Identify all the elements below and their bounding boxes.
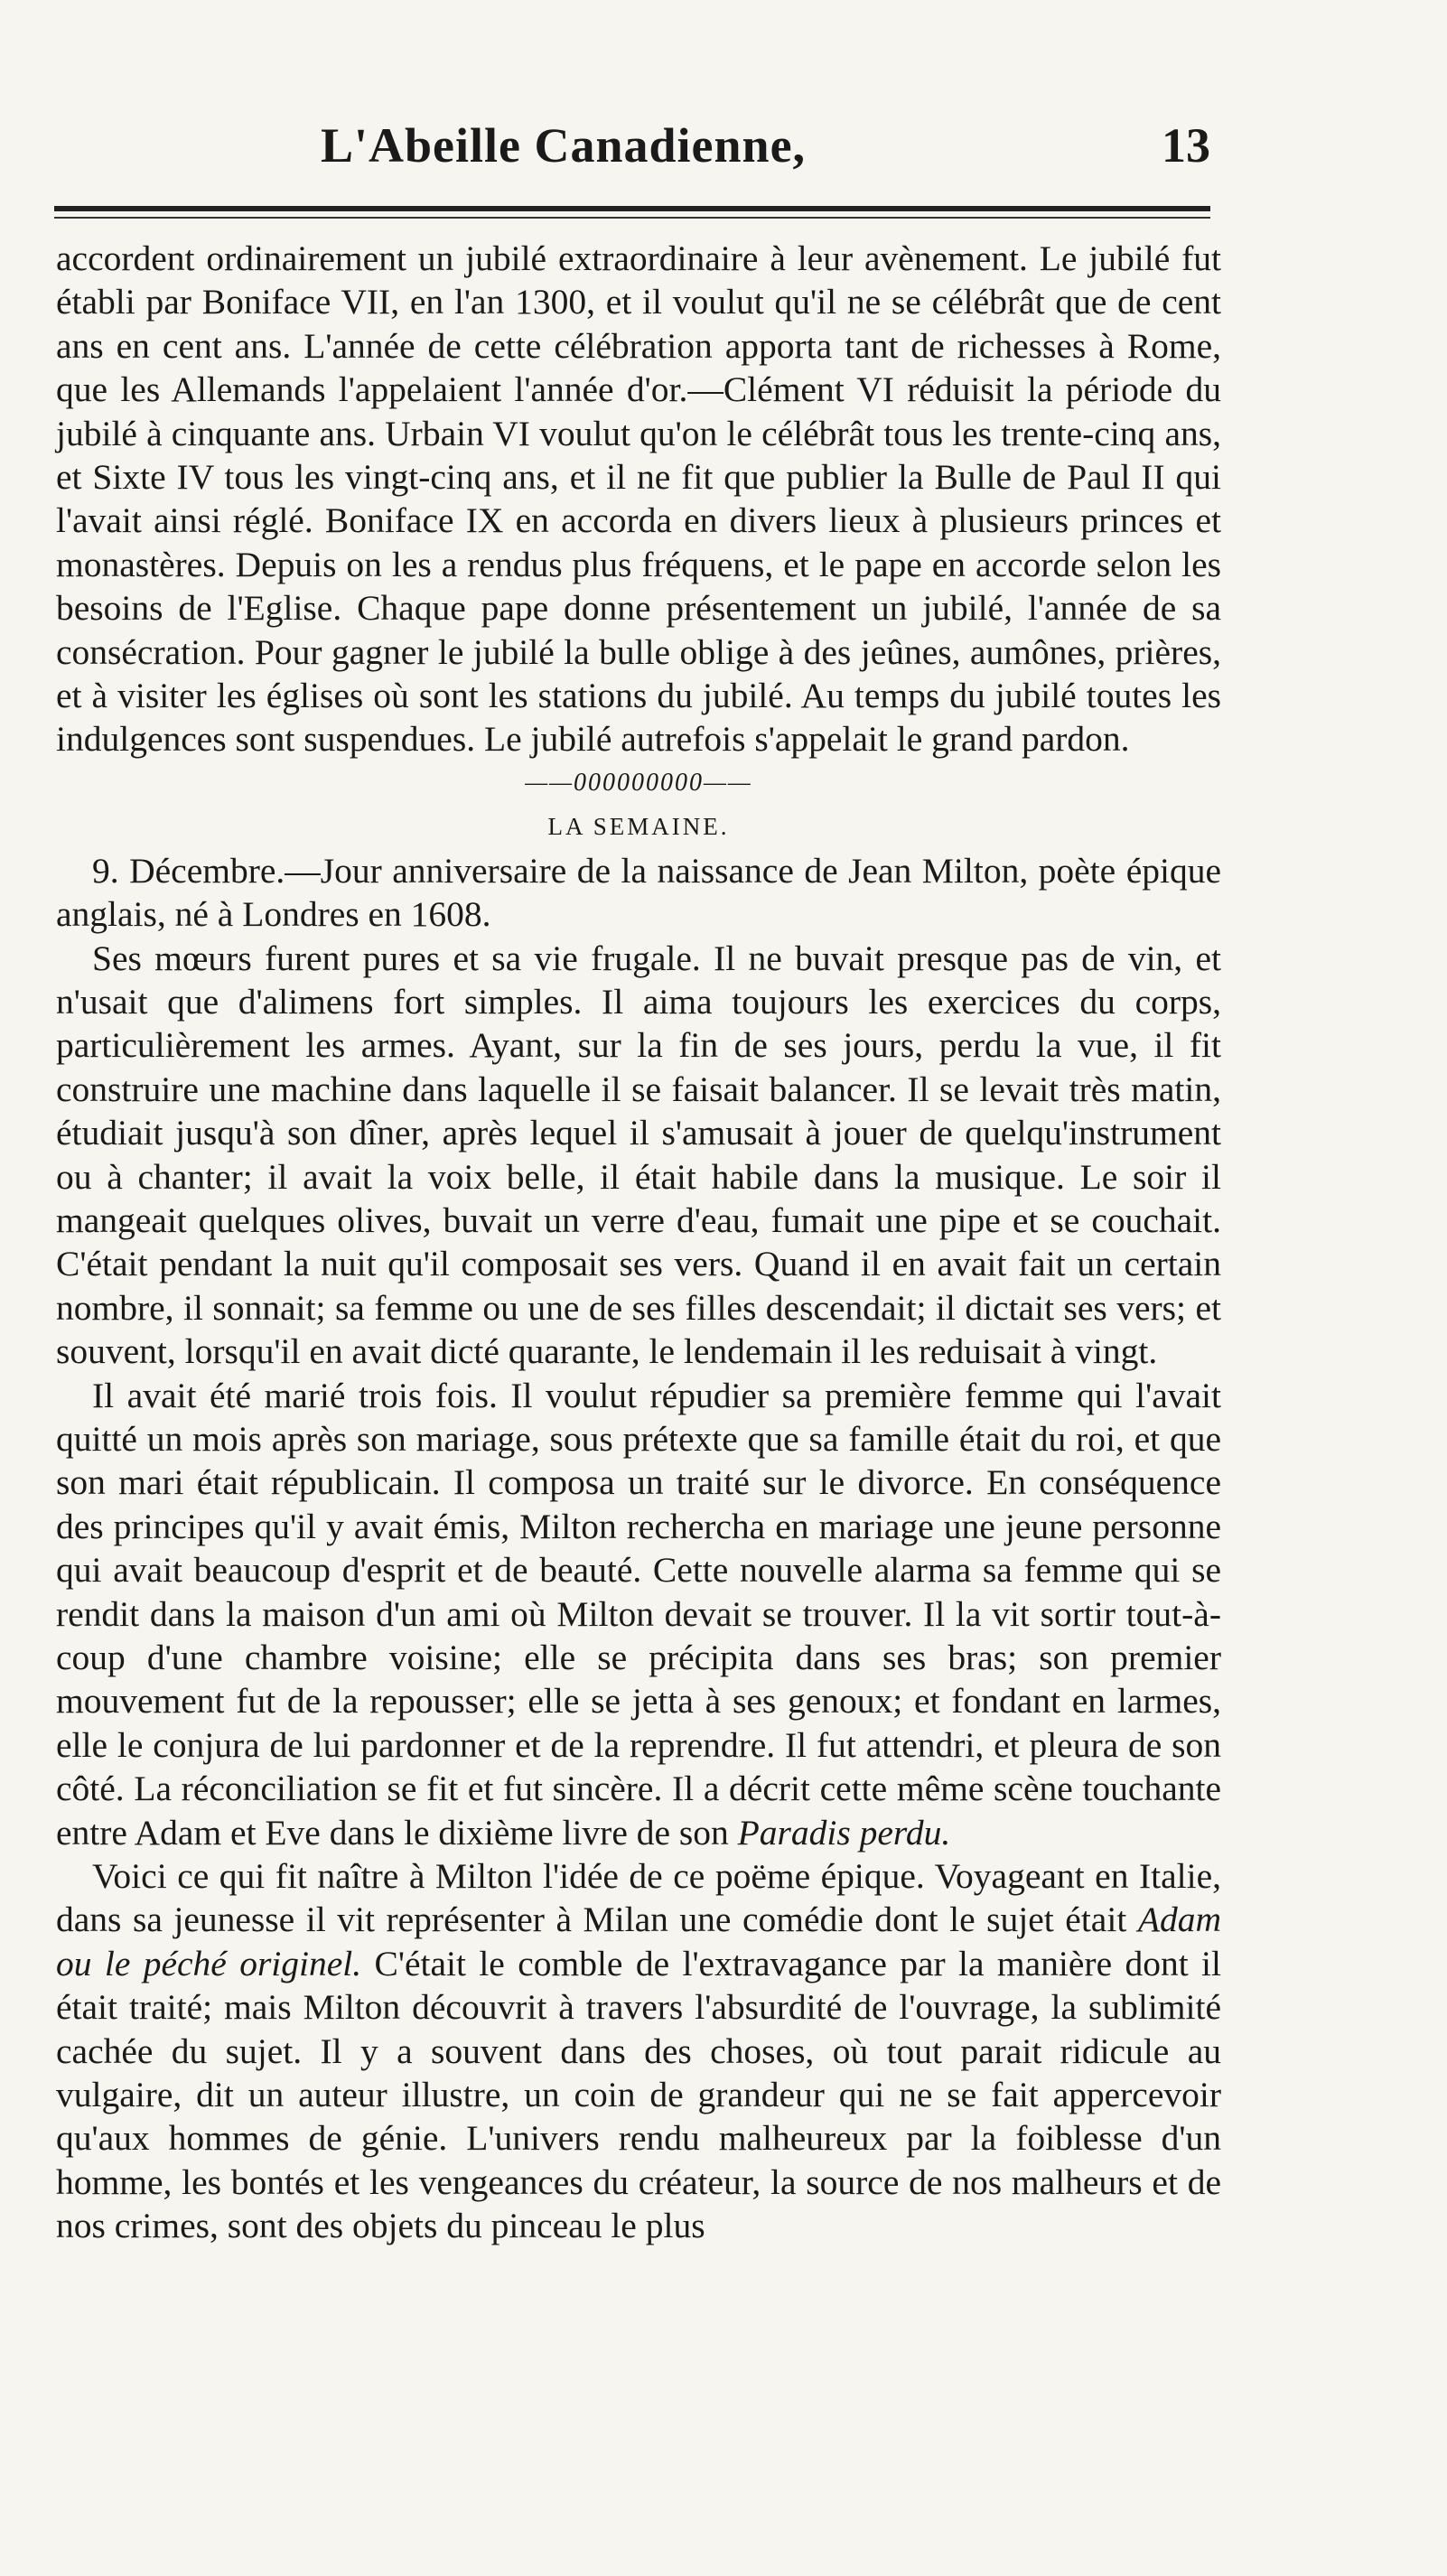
paragraph-milton-origin-text-a: Voici ce qui fit naître à Milton l'idée de ce poëme épique. Voyageant en Italie, dans sa jeunesse il vit représenter à Milan une comédie dont le sujet était <box>56 1856 1221 1940</box>
header-rule-thick <box>54 206 1210 211</box>
section-title: LA SEMAINE. <box>547 813 730 841</box>
section-ornament: ——000000000—— <box>525 768 752 797</box>
page-number: 13 <box>1162 118 1210 173</box>
running-title: L'Abeille Canadienne, <box>321 118 807 173</box>
paragraph-date-entry: 9. Décembre.—Jour anniversaire de la naissance de Jean Milton, poète épique anglais, né à Londres en 1608. <box>56 850 1221 935</box>
book-title-paradis-perdu: Paradis perdu. <box>737 1812 951 1853</box>
paragraph-milton-origin <box>56 1854 1221 2248</box>
paragraph-milton-origin-text-b: C'était le comble de l'extravagance par la manière dont il était traité; mais Milton découvrit à travers l'absurdité de l'ouvrage, la sublimité cachée du sujet. Il y a souvent dans des choses, où tout parait ridicule au vulgaire, dit un auteur illustre, un coin de grandeur qui ne se fait appercevoir qu'aux hommes de génie. L'univers rendu malheureux par la foiblesse d'un homme, les bontés et les vengeances du créateur, la source de nos malheurs et de nos crimes, sont des objets du pinceau le plus <box>56 1943 1221 2246</box>
play-title-adam: Adam ou le péché originel. <box>56 1899 1221 1983</box>
paragraph-jubile: accordent ordinairement un jubilé extraordinaire à leur avènement. Le jubilé fut établi par Boniface VII, en l'an 1300, et il voulut qu'il ne se célébrât que de cent ans en cent ans. L'année de cette célébration apporta tant de richesses à Rome, que les Allemands l'appelaient l'année d'or.—Clément VI réduisit la période du jubilé à cinquante ans. Urbain VI voulut qu'on le célébrât tous les trente-cinq ans, et Sixte IV tous les vingt-cinq ans, et il ne fit que publier la Bulle de Paul II qui l'avait ainsi réglé. Boniface IX en accorda en divers lieux à plusieurs princes et monastères. Depuis on les a rendus plus fréquens, et le pape en accorde selon les besoins de l'Eglise. Chaque pape donne présentement un jubilé, l'année de sa consécration. Pour gagner le jubilé la bulle oblige à des jeûnes, aumônes, prières, et à visiter les églises où sont les stations du jubilé. Au temps du jubilé toutes les indulgences sont suspendues. Le jubilé autrefois s'appelait le grand pardon. <box>56 238 1221 760</box>
paragraph-milton-marriage-text: Il avait été marié trois fois. Il voulut répudier sa première femme qui l'avait quitté un mois après son mariage, sous prétexte que sa famille était du roi, et que son mari était républicain. Il composa un traité sur le divorce. En conséquence des principes qu'il y avait émis, Milton rechercha en mariage une jeune personne qui avait beaucoup d'esprit et de beauté. Cette nouvelle alarma sa femme qui se rendit dans la maison d'un ami où Milton devait se trouver. Il la vit sortir tout-à-coup d'une chambre voisine; elle se précipita dans ses bras; son premier mouvement fut de la repousser; elle se jetta à ses genoux; et fondant en larmes, elle le conjura de lui pardonner et de la reprendre. Il fut attendri, et pleura de son côté. La réconciliation se fit et fut sincère. Il a décrit cette même scène touchante entre Adam et Eve dans le dixième livre de son <box>56 1375 1221 1853</box>
header-rule <box>54 206 1210 219</box>
page-body <box>56 237 1221 2248</box>
paragraph-milton-marriage <box>56 1374 1221 1854</box>
header-rule-thin <box>54 217 1210 219</box>
paragraph-milton-habits: Ses mœurs furent pures et sa vie frugale. Il ne buvait presque pas de vin, et n'usait que d'alimens fort simples. Il aima toujours les exercices du corps, particulièrement les armes. Ayant, sur la fin de ses jours, perdu la vue, il fit construire une machine dans laquelle il se faisait balancer. Il se levait très matin, étudiait jusqu'à son dîner, après lequel il s'amusait à jouer de quelqu'instrument ou à chanter; il avait la voix belle, il était habile dans la musique. Le soir il mangeait quelques olives, buvait un verre d'eau, fumait une pipe et se couchait. C'était pendant la nuit qu'il composait ses vers. Quand il en avait fait un certain nombre, il sonnait; sa femme ou une de ses filles descendait; il dictait ses vers; et souvent, lorsqu'il en avait dicté quarante, le lendemain il les reduisait à vingt. <box>56 938 1221 1372</box>
page-header <box>54 117 1210 181</box>
